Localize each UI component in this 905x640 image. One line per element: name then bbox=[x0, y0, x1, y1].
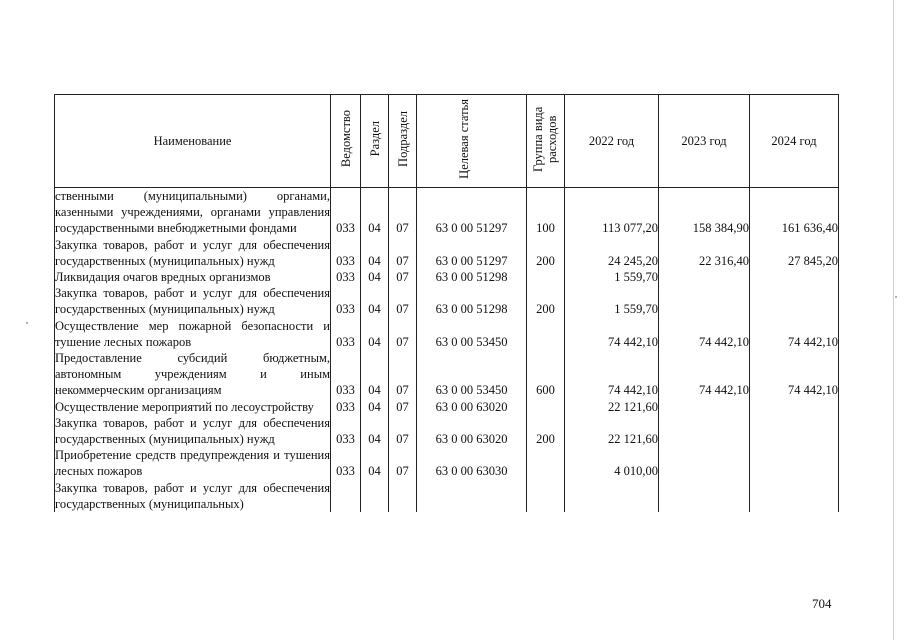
header-gruppa: Группа вида расходов bbox=[527, 95, 565, 188]
row-gruppa bbox=[527, 480, 565, 512]
row-2024: 161 636,40 bbox=[750, 188, 839, 237]
row-name: ственными (муниципальными) органами, казенными учреждениями, органами управления государственными внебюджетными фондами bbox=[55, 189, 330, 236]
row-2023: 74 442,10 bbox=[659, 350, 750, 399]
row-vedomstvo: 033 bbox=[331, 350, 361, 399]
row-2022: 1 559,70 bbox=[565, 285, 659, 317]
budget-table bbox=[54, 94, 839, 512]
scan-edge-line bbox=[893, 0, 894, 640]
row-celevaya: 63 0 00 53450 bbox=[417, 350, 527, 399]
header-celevaya: Целевая статья bbox=[417, 95, 527, 188]
table-row bbox=[55, 480, 839, 512]
row-vedomstvo: 033 bbox=[331, 285, 361, 317]
table-row bbox=[55, 399, 839, 415]
row-2023 bbox=[659, 480, 750, 512]
row-razdel: 04 bbox=[361, 350, 389, 399]
header-2024: 2024 год bbox=[750, 95, 839, 188]
row-razdel: 04 bbox=[361, 318, 389, 350]
row-podrazdel: 07 bbox=[389, 188, 417, 237]
row-name: Осуществление мер пожарной безопасности и тушение лесных пожаров bbox=[55, 318, 330, 349]
row-razdel: 04 bbox=[361, 188, 389, 237]
row-name: Закупка товаров, работ и услуг для обеспечения государственных (муниципальных) нужд bbox=[55, 415, 330, 447]
row-vedomstvo: 033 bbox=[331, 237, 361, 269]
header-podrazdel: Подраздел bbox=[389, 95, 417, 188]
row-podrazdel: 07 bbox=[389, 447, 417, 479]
row-celevaya: 63 0 00 51297 bbox=[417, 237, 527, 269]
row-celevaya: 63 0 00 63020 bbox=[417, 415, 527, 447]
table-row bbox=[55, 350, 839, 399]
row-celevaya: 63 0 00 63030 bbox=[417, 447, 527, 479]
row-vedomstvo: 033 bbox=[331, 399, 361, 415]
row-podrazdel: 07 bbox=[389, 269, 417, 285]
row-name: Осуществление мероприятий по лесоустройству bbox=[55, 399, 331, 415]
row-podrazdel: 07 bbox=[389, 318, 417, 350]
row-celevaya: 63 0 00 63020 bbox=[417, 399, 527, 415]
row-celevaya: 63 0 00 51297 bbox=[417, 188, 527, 237]
table-header-row bbox=[55, 95, 839, 188]
row-2024 bbox=[750, 399, 839, 415]
row-podrazdel: 07 bbox=[389, 415, 417, 447]
row-name: Закупка товаров, работ и услуг для обеспечения государственных (муниципальных) bbox=[55, 480, 330, 511]
row-razdel bbox=[361, 480, 389, 512]
row-vedomstvo: 033 bbox=[331, 415, 361, 447]
row-2024: 27 845,20 bbox=[750, 237, 839, 269]
row-2024 bbox=[750, 269, 839, 285]
header-name: Наименование bbox=[55, 95, 331, 188]
row-name: Закупка товаров, работ и услуг для обеспечения государственных (муниципальных) нужд bbox=[55, 286, 330, 317]
row-2023: 22 316,40 bbox=[659, 237, 750, 269]
row-vedomstvo: 033 bbox=[331, 188, 361, 237]
header-2023: 2023 год bbox=[659, 95, 750, 188]
row-celevaya: 63 0 00 51298 bbox=[417, 269, 527, 285]
row-vedomstvo: 033 bbox=[331, 447, 361, 479]
row-2024: 74 442,10 bbox=[750, 318, 839, 350]
row-celevaya: 63 0 00 53450 bbox=[417, 318, 527, 350]
row-2024 bbox=[750, 447, 839, 479]
row-2024 bbox=[750, 415, 839, 447]
table-row bbox=[55, 269, 839, 285]
row-gruppa: 100 bbox=[527, 188, 565, 237]
row-gruppa bbox=[527, 269, 565, 285]
row-2023 bbox=[659, 269, 750, 285]
row-razdel: 04 bbox=[361, 447, 389, 479]
scan-speck bbox=[26, 322, 28, 324]
row-gruppa: 200 bbox=[527, 285, 565, 317]
row-gruppa bbox=[527, 399, 565, 415]
row-podrazdel: 07 bbox=[389, 399, 417, 415]
row-2023 bbox=[659, 399, 750, 415]
row-2022: 4 010,00 bbox=[565, 447, 659, 479]
row-2023 bbox=[659, 447, 750, 479]
row-podrazdel: 07 bbox=[389, 237, 417, 269]
table-row bbox=[55, 447, 839, 479]
page-number: 704 bbox=[812, 596, 832, 611]
row-razdel: 04 bbox=[361, 269, 389, 285]
header-2022: 2022 год bbox=[565, 95, 659, 188]
row-2022: 74 442,10 bbox=[565, 350, 659, 399]
scan-speck bbox=[895, 296, 897, 298]
row-name: Закупка товаров, работ и услуг для обеспечения государственных (муниципальных) нужд bbox=[55, 237, 330, 268]
row-gruppa: 200 bbox=[527, 415, 565, 447]
row-podrazdel: 07 bbox=[389, 285, 417, 317]
row-2023: 74 442,10 bbox=[659, 318, 750, 350]
row-2022 bbox=[565, 480, 659, 512]
row-razdel: 04 bbox=[361, 237, 389, 269]
row-razdel: 04 bbox=[361, 415, 389, 447]
row-razdel: 04 bbox=[361, 285, 389, 317]
row-podrazdel bbox=[389, 480, 417, 512]
row-vedomstvo bbox=[331, 480, 361, 512]
row-2022: 1 559,70 bbox=[565, 269, 659, 285]
row-2022: 22 121,60 bbox=[565, 415, 659, 447]
row-gruppa bbox=[527, 447, 565, 479]
row-2022: 74 442,10 bbox=[565, 318, 659, 350]
row-2023: 158 384,90 bbox=[659, 188, 750, 237]
table-row bbox=[55, 415, 839, 447]
row-razdel: 04 bbox=[361, 399, 389, 415]
row-name: Предоставление субсидий бюджетным, автономным учреждениям и иным некоммерческим организациям bbox=[55, 351, 330, 398]
row-gruppa: 200 bbox=[527, 237, 565, 269]
row-celevaya bbox=[417, 480, 527, 512]
row-name: Ликвидация очагов вредных организмов bbox=[55, 269, 331, 285]
row-2022: 24 245,20 bbox=[565, 237, 659, 269]
row-2024: 74 442,10 bbox=[750, 350, 839, 399]
row-2024 bbox=[750, 285, 839, 317]
row-2023 bbox=[659, 415, 750, 447]
table-row bbox=[55, 237, 839, 269]
table-row bbox=[55, 285, 839, 317]
row-2023 bbox=[659, 285, 750, 317]
header-razdel: Раздел bbox=[361, 95, 389, 188]
row-gruppa: 600 bbox=[527, 350, 565, 399]
row-name: Приобретение средств предупреждения и тушения лесных пожаров bbox=[55, 448, 330, 479]
row-vedomstvo: 033 bbox=[331, 318, 361, 350]
header-vedomstvo: Ведомство bbox=[331, 95, 361, 188]
row-vedomstvo: 033 bbox=[331, 269, 361, 285]
row-podrazdel: 07 bbox=[389, 350, 417, 399]
row-gruppa bbox=[527, 318, 565, 350]
table-row bbox=[55, 318, 839, 350]
row-celevaya: 63 0 00 51298 bbox=[417, 285, 527, 317]
row-2022: 113 077,20 bbox=[565, 188, 659, 237]
row-2022: 22 121,60 bbox=[565, 399, 659, 415]
row-2024 bbox=[750, 480, 839, 512]
table-row bbox=[55, 188, 839, 237]
